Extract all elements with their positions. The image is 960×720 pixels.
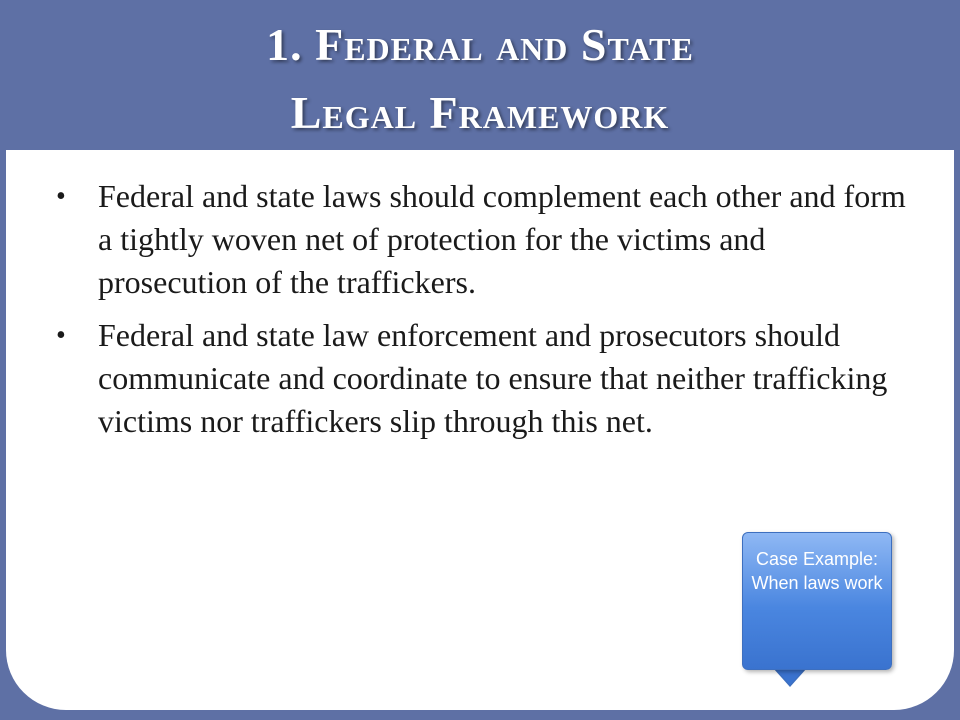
title-line-2: Legal Framework (290, 87, 670, 138)
bullet-item (56, 175, 916, 304)
slide-title (0, 0, 960, 150)
title-line-1: 1. Federal and State (266, 19, 694, 70)
bullet-icon: • (56, 320, 66, 351)
bullet-item (56, 314, 916, 443)
bullet-text: Federal and state law enforcement and prosecutors should communicate and coordinate to ensure that neither trafficking victims nor traffickers slip through this net. (98, 317, 888, 439)
case-example-callout-button[interactable] (742, 532, 892, 670)
bullet-icon: • (56, 181, 66, 212)
bullet-list (56, 175, 916, 453)
bullet-text: Federal and state laws should complement each other and form a tightly woven net of protection for the victims and prosecution of the traffickers. (98, 178, 906, 300)
callout-label: Case Example: When laws work (751, 549, 883, 593)
